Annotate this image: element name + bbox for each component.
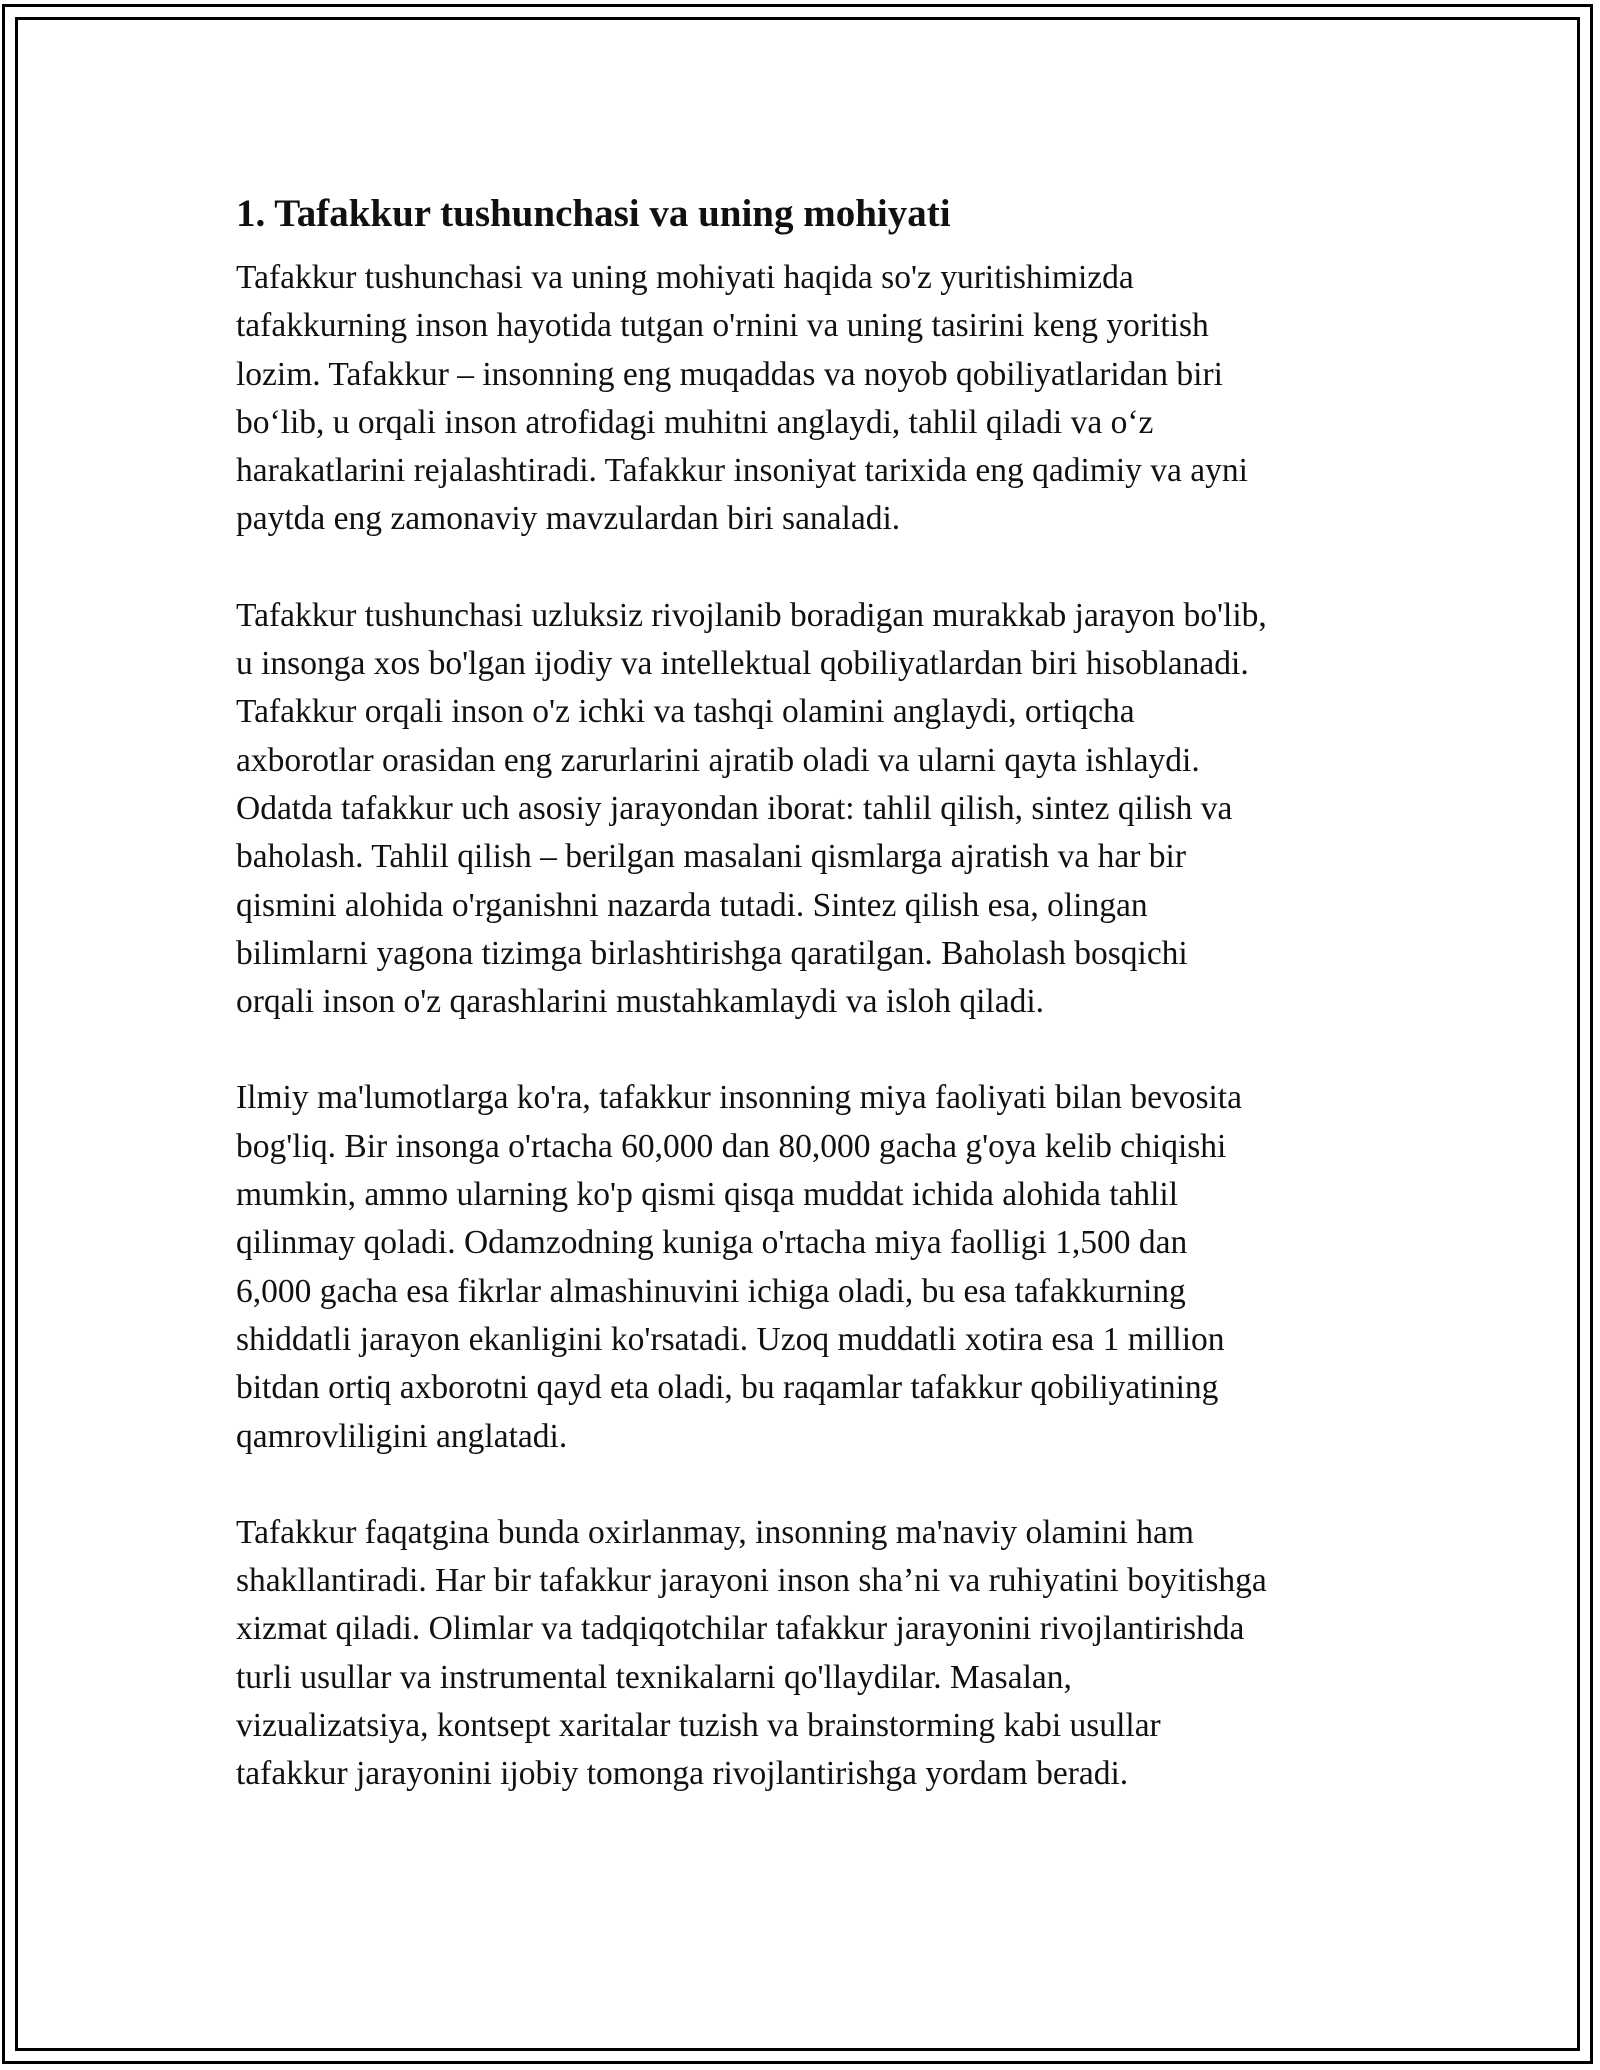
paragraph-line: qilinmay qoladi. Odamzodning kuniga o'rtacha miya faolligi 1,500 dan — [236, 1224, 1188, 1262]
paragraph-list — [236, 254, 1386, 1799]
paragraph-line: tafakkurning inson hayotida tutgan o'rnini va uning tasirini keng yoritish — [236, 307, 1209, 345]
paragraph-line: paytda eng zamonaviy mavzulardan biri sanaladi. — [236, 500, 901, 538]
paragraph-line: lozim. Tafakkur – insonning eng muqaddas va noyob qobiliyatlaridan biri — [236, 355, 1223, 393]
paragraph-line: bo‘lib, u orqali inson atrofidagi muhitni anglaydi, tahlil qiladi va o‘z — [236, 403, 1154, 441]
paragraph-line: bog'liq. Bir insonga o'rtacha 60,000 dan 80,000 gacha g'oya kelib chiqishi — [236, 1127, 1227, 1165]
paragraph-line: bitdan ortiq axborotni qayd eta oladi, bu raqamlar tafakkur qobiliyatining — [236, 1369, 1219, 1407]
document-body — [236, 190, 1386, 1847]
paragraph-line: Tafakkur tushunchasi uzluksiz rivojlanib boradigan murakkab jarayon bo'lib, — [236, 596, 1267, 634]
paragraph-line: qamrovliligini anglatadi. — [236, 1417, 568, 1455]
paragraph-line: tafakkur jarayonini ijobiy tomonga rivojlantirishga yordam beradi. — [236, 1755, 1129, 1793]
paragraph-line: xizmat qiladi. Olimlar va tadqiqotchilar tafakkur jarayonini rivojlantirishda — [236, 1610, 1245, 1648]
paragraph-line: shakllantiradi. Har bir tafakkur jarayoni inson sha’ni va ruhiyatini boyitishga — [236, 1562, 1267, 1600]
paragraph-line: orqali inson o'z qarashlarini mustahkamlaydi va isloh qiladi. — [236, 983, 1045, 1021]
paragraph-line: harakatlarini rejalashtiradi. Tafakkur insoniyat tarixida eng qadimiy va ayni — [236, 452, 1248, 490]
paragraph-line: baholash. Tahlil qilish – berilgan masalani qismlarga ajratish va har bir — [236, 838, 1187, 876]
paragraph-line: 6,000 gacha esa fikrlar almashinuvini ichiga oladi, bu esa tafakkurning — [236, 1272, 1186, 1310]
paragraph-line: qismini alohida o'rganishni nazarda tutadi. Sintez qilish esa, olingan — [236, 886, 1148, 924]
paragraph-line: bilimlarni yagona tizimga birlashtirishga qaratilgan. Baholash bosqichi — [236, 934, 1188, 972]
paragraph-line: axborotlar orasidan eng zarurlarini ajratib oladi va ularni qayta ishlaydi. — [236, 741, 1200, 779]
paragraph-line: turli usullar va instrumental texnikalarni qo'llaydilar. Masalan, — [236, 1658, 1072, 1696]
paragraph-line: Odatda tafakkur uch asosiy jarayondan iborat: tahlil qilish, sintez qilish va — [236, 789, 1233, 827]
paragraph — [236, 592, 1386, 1027]
paragraph — [236, 1074, 1386, 1460]
paragraph-line: Tafakkur tushunchasi va uning mohiyati haqida so'z yuritishimizda — [236, 259, 1134, 296]
paragraph-line: u insonga xos bo'lgan ijodiy va intellektual qobiliyatlardan biri hisoblanadi. — [236, 645, 1249, 683]
paragraph-line: shiddatli jarayon ekanligini ko'rsatadi. Uzoq muddatli xotira esa 1 million — [236, 1320, 1225, 1358]
paragraph — [236, 1509, 1386, 1799]
paragraph — [236, 254, 1386, 544]
paragraph-line: Ilmiy ma'lumotlarga ko'ra, tafakkur insonning miya faoliyati bilan bevosita — [236, 1079, 1242, 1117]
paragraph-line: Tafakkur faqatgina bunda oxirlanmay, insonning ma'naviy olamini ham — [236, 1513, 1194, 1551]
section-heading: 1. Tafakkur tushunchasi va uning mohiyati — [236, 192, 951, 235]
paragraph-line: vizualizatsiya, kontsept xaritalar tuzish va brainstorming kabi usullar — [236, 1707, 1161, 1745]
paragraph-line: mumkin, ammo ularning ko'p qismi qisqa muddat ichida alohida tahlil — [236, 1176, 1179, 1214]
paragraph-line: Tafakkur orqali inson o'z ichki va tashqi olamini anglaydi, ortiqcha — [236, 693, 1135, 731]
